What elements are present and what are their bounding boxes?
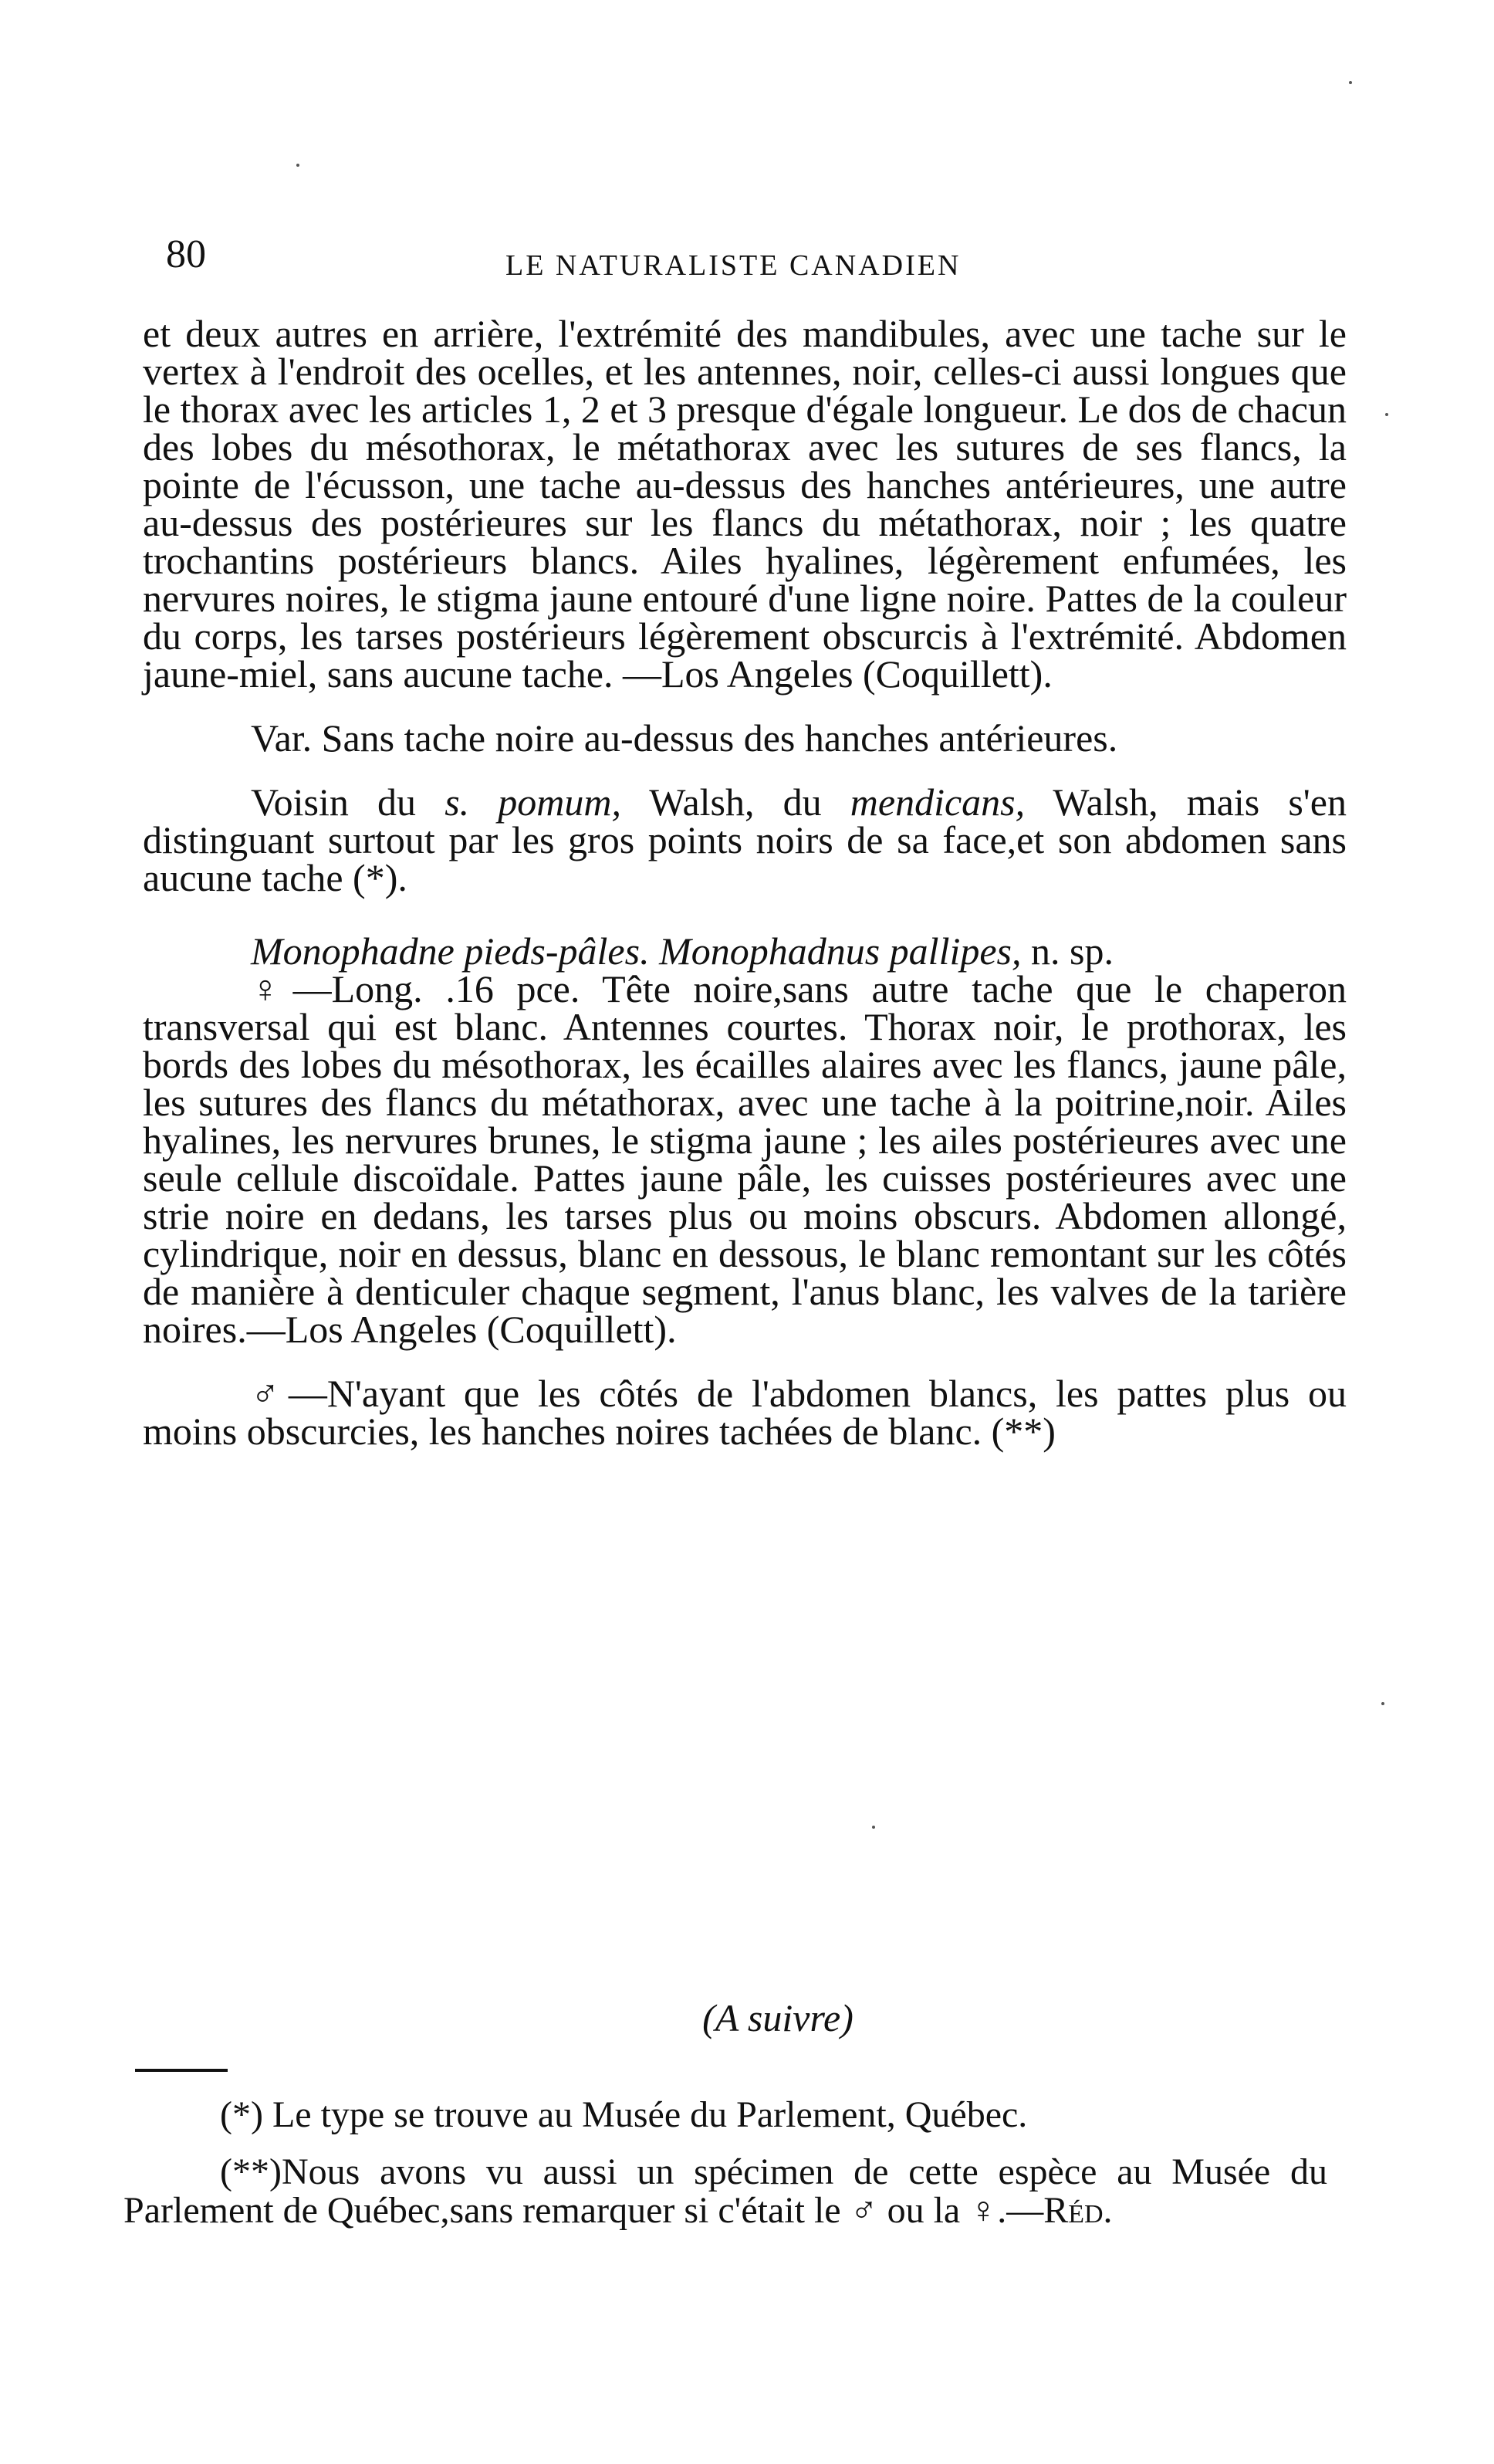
footnote-rule bbox=[135, 2069, 228, 2072]
scan-speck bbox=[296, 164, 299, 167]
species-name-pomum: s. pomum, bbox=[444, 780, 622, 824]
footnote-2 bbox=[123, 2153, 1327, 2230]
scan-speck bbox=[1385, 413, 1388, 416]
comparison-text-3: Walsh, mais s'en distinguant surtout par les gros points noirs de sa face,et son abdomen sans aucune tache (*). bbox=[143, 780, 1347, 899]
page-header bbox=[166, 232, 1331, 301]
paragraph-male-description: ♂—N'ayant que les côtés de l'abdomen blancs, les pattes plus ou moins obscurcies, les hanches noires tachées de blanc. (**) bbox=[143, 1372, 1347, 1453]
to-be-continued: (A suivre) bbox=[702, 1996, 853, 2039]
paragraph-comparison bbox=[143, 780, 1347, 899]
scan-speck bbox=[872, 1826, 875, 1829]
footnotes bbox=[123, 2096, 1327, 2230]
footnote-2-text: (**)Nous avons vu aussi un spécimen de cette espèce au Musée du Parlement de Québec,sans remarquer si c'était le ♂ ou la ♀.— bbox=[123, 2151, 1327, 2231]
species-common-name: Monophadne pieds-pâles. bbox=[251, 929, 650, 973]
scan-speck bbox=[1381, 1702, 1384, 1705]
body-text bbox=[143, 312, 1347, 1453]
running-title: LE NATURALISTE CANADIEN bbox=[505, 249, 962, 282]
scan-speck bbox=[1349, 81, 1352, 84]
paragraph-variety: Var. Sans tache noire au-dessus des hanches antérieures. bbox=[251, 716, 1118, 760]
comparison-text-1: Voisin du bbox=[251, 780, 445, 824]
species-latin-name: Monophadnus pallipes, bbox=[659, 929, 1022, 973]
paragraph-description-continued: et deux autres en arrière, l'extrémité des mandibules, avec une tache sur le vertex à l'endroit des ocelles, et les antennes, noir, celles-ci aussi longues que le thorax avec les articles 1, 2 et 3 presque d'égale longueur. Le dos de chacun des lobes du mésothorax, le métathorax avec les sutures de ses flancs, la pointe de l'écusson, une tache au-dessus des hanches antérieures, une autre au-dessus des postérieures sur les flancs du métathorax, noir ; les quatre trochantins postérieurs blancs. Ailes hyalines, légèrement enfumées, les nervures noires, le stigma jaune entouré d'une ligne noire. Pattes de la couleur du corps, les tarses postérieurs légèrement obscurcis à l'extrémité. Abdomen jaune-miel, sans aucune tache. —Los Angeles (Coquillett). bbox=[143, 312, 1347, 696]
paragraph-female-description: ♀—Long. .16 pce. Tête noire,sans autre tache que le chaperon transversal qui est blanc. Antennes courtes. Thorax noir, le prothorax, les bords des lobes du mésothorax, les écailles alaires avec les flancs, jaune pâle, les sutures des flancs du métathorax, avec une tache à la poitrine,noir. Ailes hyalines, les nervures brunes, le stigma jaune ; les ailes postérieures avec une seule cellule discoïdale. Pattes jaune pâle, les cuisses postérieures avec une strie noire en dedans, les tarses plus ou moins obscurs. Abdomen allongé, cylindrique, noir en dessus, blanc en dessous, le blanc remontant sur les côtés de manière à denticuler chaque segment, l'anus blanc, les valves de la tarière noires.—Los Angeles (Coquillett). bbox=[143, 967, 1347, 1351]
editor-signature: Réd. bbox=[1043, 2190, 1113, 2231]
species-heading bbox=[143, 929, 1347, 973]
species-new-marker: n. sp. bbox=[1021, 929, 1114, 973]
comparison-text-2: Walsh, du bbox=[621, 780, 850, 824]
species-name-mendicans: mendicans, bbox=[850, 780, 1026, 824]
page-number: 80 bbox=[166, 232, 206, 276]
footnote-1: (*) Le type se trouve au Musée du Parlement, Québec. bbox=[220, 2094, 1028, 2135]
